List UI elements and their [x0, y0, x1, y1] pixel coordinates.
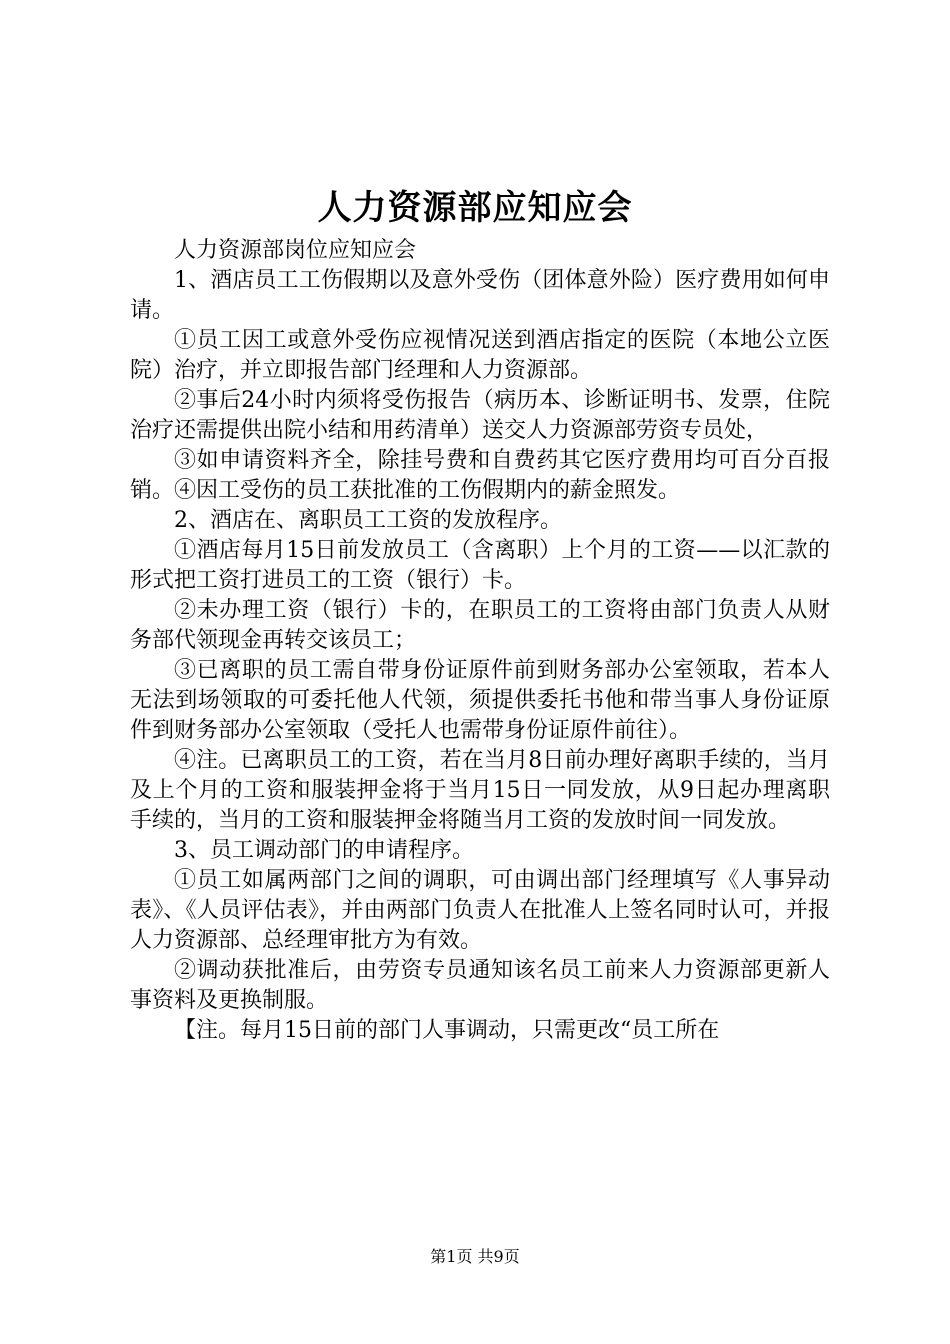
paragraph: ①酒店每月15日前发放员工（含离职）上个月的工资——以汇款的形式把工资打进员工的工资（银行）卡。 — [130, 538, 830, 593]
paragraph: 1、酒店员工工伤假期以及意外受伤（团体意外险）医疗费用如何申请。 — [130, 268, 830, 323]
paragraph: ①员工如属两部门之间的调职，可由调出部门经理填写《人事异动表》、《人员评估表》，并由两部门负责人在批准人上签名同时认可，并报人力资源部、总经理审批方为有效。 — [130, 868, 830, 953]
paragraph: 2、酒店在、离职员工工资的发放程序。 — [174, 508, 562, 533]
paragraph: ③已离职的员工需自带身份证原件前到财务部办公室领取，若本人无法到场领取的可委托他人代领，须提供委托书他和带当事人身份证原件到财务部办公室领取（受托人也需带身份证原件前往）。 — [130, 658, 830, 743]
paragraph: ②调动获批准后，由劳资专员通知该名员工前来人力资源部更新人事资料及更换制服。 — [130, 958, 830, 1013]
page-title: 人力资源部应知应会 — [317, 188, 633, 228]
paragraph: ②事后24小时内须将受伤报告（病历本、诊断证明书、发票，住院治疗还需提供出院小结和用药清单）送交人力资源部劳资专员处， — [130, 388, 830, 443]
paragraph: ①员工因工或意外受伤应视情况送到酒店指定的医院（本地公立医院）治疗，并立即报告部门经理和人力资源部。 — [130, 328, 830, 383]
paragraph: ③如申请资料齐全，除挂号费和自费药其它医疗费用均可百分百报销。④因工受伤的员工获批准的工伤假期内的薪金照发。 — [130, 448, 830, 503]
paragraph: 3、员工调动部门的申请程序。 — [174, 838, 474, 863]
document-body — [130, 236, 830, 1046]
paragraph: ②未办理工资（银行）卡的，在职员工的工资将由部门负责人从财务部代领现金再转交该员工； — [130, 598, 830, 653]
subtitle-paragraph: 人力资源部岗位应知应会 — [174, 238, 417, 263]
paragraph: 【注。每月15日前的部门人事调动，只需更改“员工所在 — [174, 1018, 720, 1043]
page-footer: 第1页 共9页 — [430, 1247, 520, 1266]
paragraph: ④注。已离职员工的工资，若在当月8日前办理好离职手续的，当月及上个月的工资和服装押金将于当月15日一同发放，从9日起办理离职手续的，当月的工资和服装押金将随当月工资的发放时间一同发放。 — [130, 748, 830, 833]
